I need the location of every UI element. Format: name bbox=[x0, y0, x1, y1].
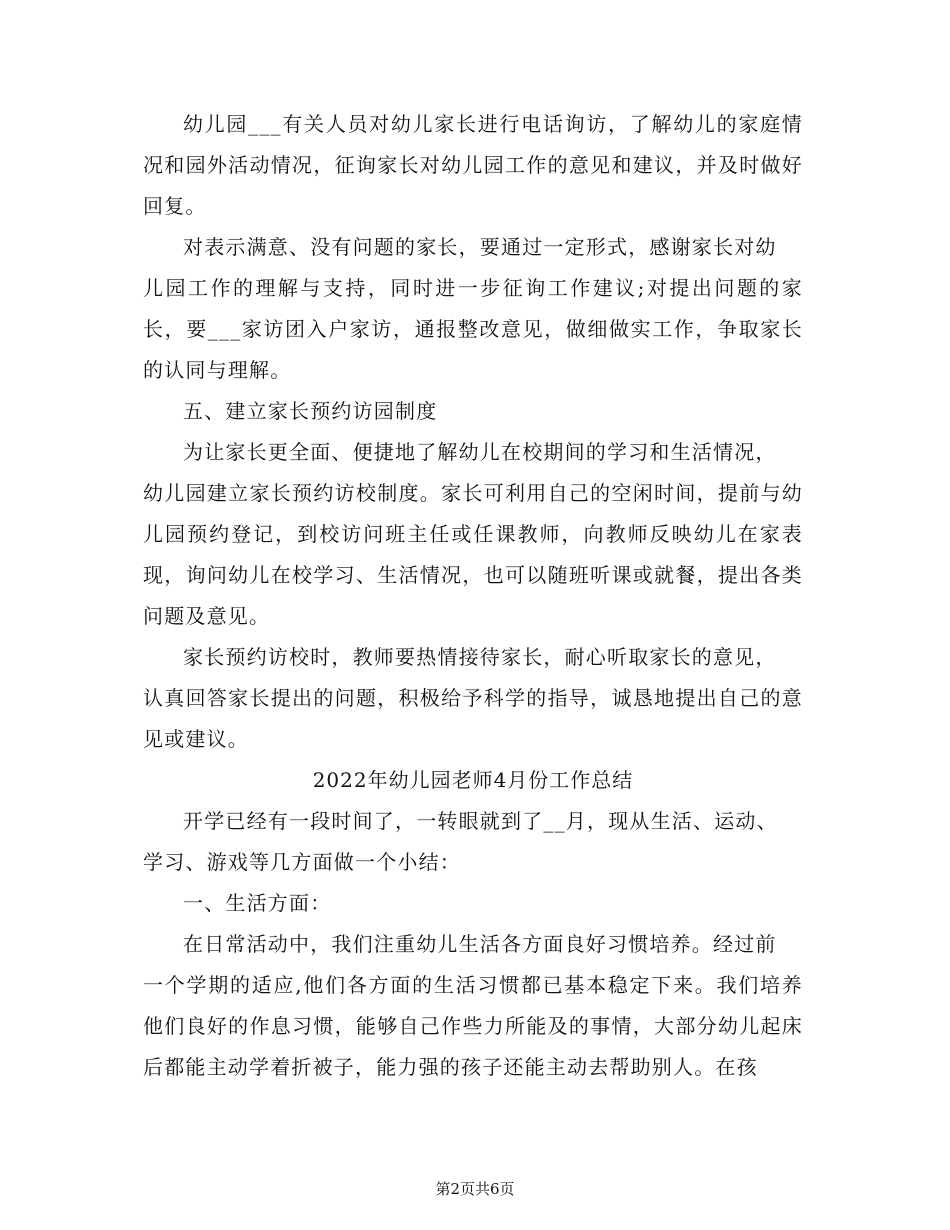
paragraph-daily-habits: 在日常活动中，我们注重幼儿生活各方面良好习惯培养。经过前 bbox=[183, 932, 777, 956]
heading-appointment-system: 五、建立家长预约访园制度 bbox=[183, 399, 438, 423]
paragraph-summary-intro-cont: 学习、游戏等几方面做一个小结： bbox=[143, 850, 461, 874]
paragraph-teacher-reception: 家长预约访校时，教师要热情接待家长，耐心听取家长的意见， bbox=[183, 645, 777, 669]
paragraph-thanks-parents-cont: 儿园工作的理解与支持，同时进一步征询工作建议;对提出问题的家长，要___家访团入户家访，通报整改意见，做细做实工作，争取家长的认同与理解。 bbox=[143, 276, 803, 382]
paragraph-appointment-detail: 幼儿园建立家长预约访校制度。家长可利用自己的空闲时间，提前与幼儿园预约登记，到校访问班主任或任课教师，向教师反映幼儿在家表现，询问幼儿在校学习、生活情况，也可以随班听课或就餐，提出各类问题及意见。 bbox=[143, 481, 803, 628]
paragraph-summary-intro: 开学已经有一段时间了，一转眼就到了__月，现从生活、运动、 bbox=[183, 809, 778, 833]
paragraph-daily-habits-cont: 一个学期的适应,他们各方面的生活习惯都已基本稳定下来。我们培养他们良好的作息习惯，能够自己作些力所能及的事情，大部分幼儿起床后都能主动学着折被子，能力强的孩子还能主动去帮助别人。在孩 bbox=[143, 973, 803, 1079]
paragraph-appointment-intro: 为让家长更全面、便捷地了解幼儿在校期间的学习和生活情况， bbox=[183, 440, 777, 464]
page-number-footer: 第2页共6页 bbox=[435, 1180, 515, 1198]
paragraph-thanks-parents: 对表示满意、没有问题的家长，要通过一定形式，感谢家长对幼 bbox=[183, 235, 777, 259]
heading-life-aspect: 一、生活方面： bbox=[183, 891, 332, 915]
paragraph-phone-visit: 幼儿园___有关人员对幼儿家长进行电话询访，了解幼儿的家庭情况和园外活动情况，征询家长对幼儿园工作的意见和建议，并及时做好回复。 bbox=[143, 112, 803, 218]
section-title: 2022年幼儿园老师4月份工作总结 bbox=[312, 768, 634, 792]
paragraph-teacher-reception-cont: 认真回答家长提出的问题，积极给予科学的指导，诚恳地提出自己的意见或建议。 bbox=[143, 686, 803, 751]
document-body bbox=[143, 104, 803, 1088]
